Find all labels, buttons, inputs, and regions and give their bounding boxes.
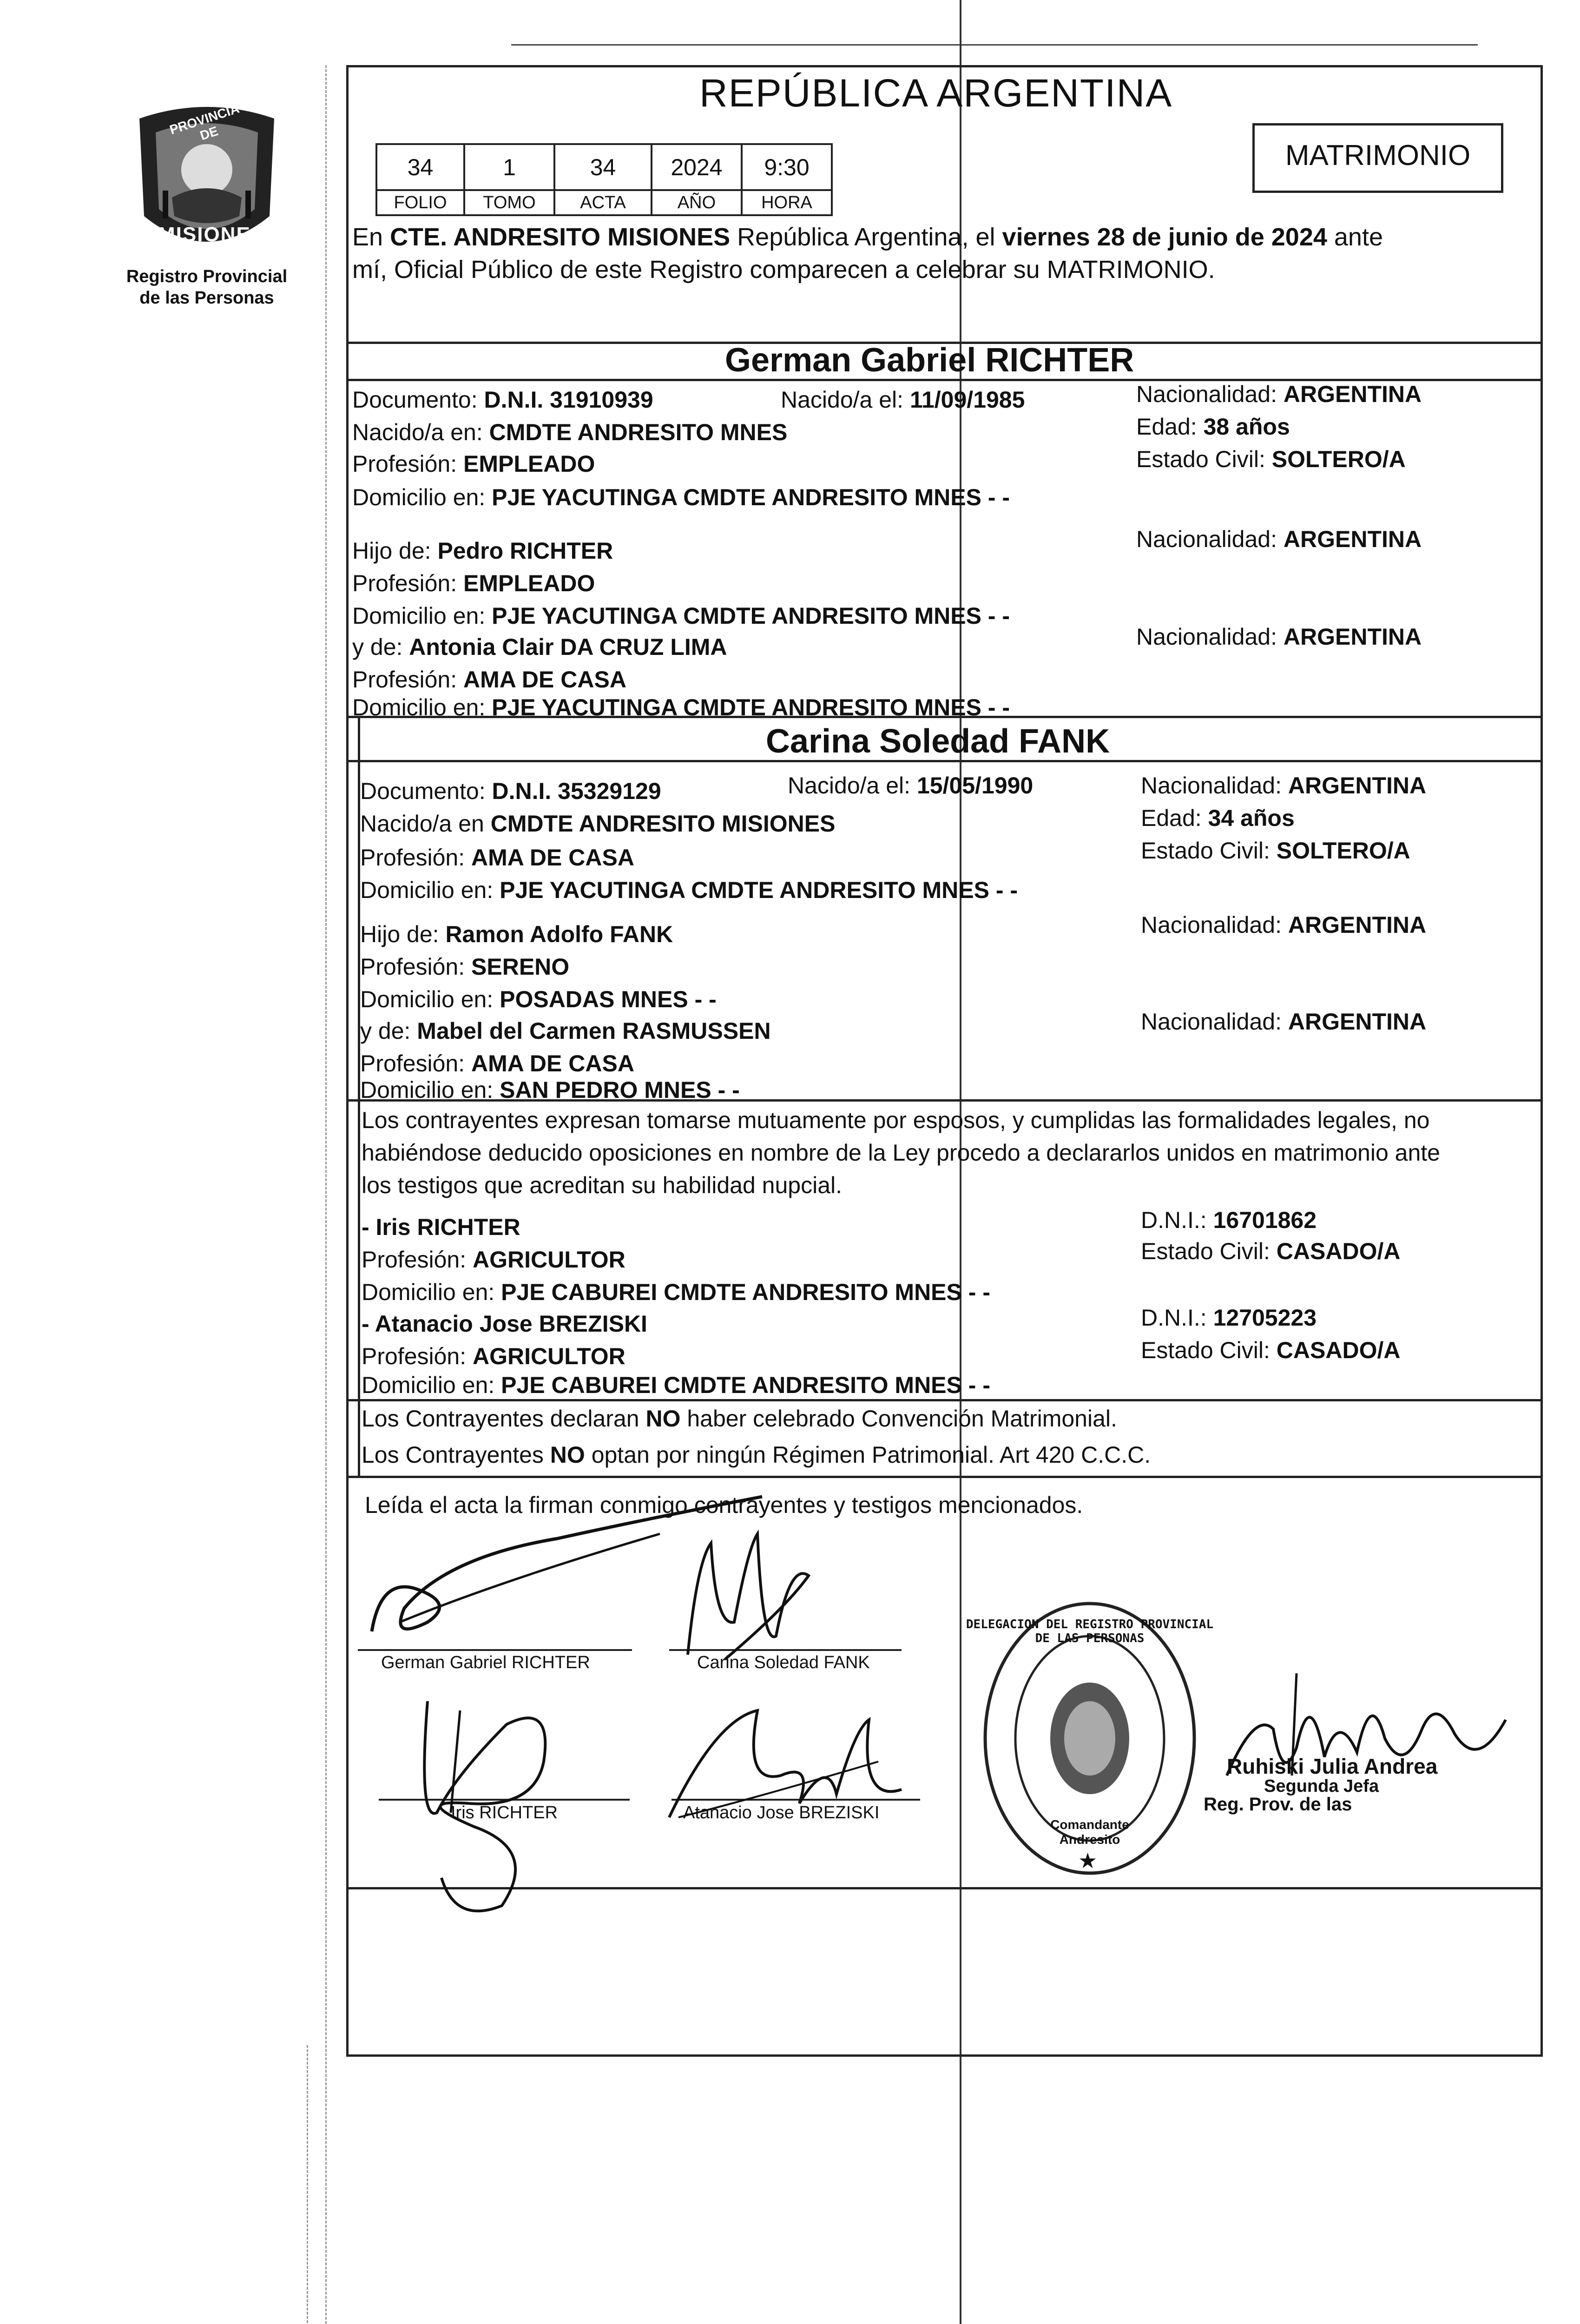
testigo1-name: - Iris RICHTER: [362, 1214, 520, 1240]
intro-place: CTE. ANDRESITO MISIONES: [390, 223, 731, 251]
c2-estado-civil-value: SOLTERO/A: [1276, 838, 1410, 864]
c2-nacionalidad: [1141, 772, 1426, 799]
c1-profesion-label: Profesión:: [352, 451, 464, 477]
c1-padre-domicilio-value: PJE YACUTINGA CMDTE ANDRESITO MNES - -: [492, 603, 1010, 629]
testigo2-profesion-label: Profesión:: [362, 1343, 473, 1369]
testigo1-estado-civil: [1141, 1237, 1400, 1265]
convencion1-suffix: haber celebrado Convención Matrimonial.: [680, 1406, 1117, 1432]
signature-atanacio-icon: [660, 1692, 911, 1831]
c2-padre-profesion-label: Profesión:: [360, 954, 472, 980]
testigo1-estado-civil-value: CASADO/A: [1276, 1238, 1401, 1264]
c2-padre-domicilio: [360, 985, 717, 1013]
c1-madre-name: Antonia Clair DA CRUZ LIMA: [409, 634, 727, 660]
page-title: REPÚBLICA ARGENTINA: [699, 71, 1173, 115]
testigo1-profesion: [362, 1246, 625, 1274]
intro-date: viernes 28 de junio de 2024: [1002, 223, 1327, 251]
c2-profesion-label: Profesión:: [360, 845, 472, 871]
tomo-label: TOMO: [464, 190, 554, 215]
c1-nacido-el-value: 11/09/1985: [909, 387, 1025, 413]
c1-padre-profesion: [352, 569, 595, 597]
intro-text1: República Argentina, el: [730, 223, 1002, 251]
signature-carina-icon: [669, 1506, 836, 1673]
hora-value: 9:30: [742, 144, 832, 190]
c1-madre-label: y de:: [352, 634, 409, 660]
c2-padre-nacionalidad-label: Nacionalidad:: [1141, 912, 1288, 938]
testigo2-estado-civil-value: CASADO/A: [1276, 1337, 1401, 1363]
c1-domicilio-value: PJE YACUTINGA CMDTE ANDRESITO MNES - -: [492, 484, 1010, 510]
oficial-cargo: Segunda Jefa: [1264, 1776, 1379, 1796]
declaracion-line-2: habiéndose deducido oposiciones en nombre de la Ley procedo a declararlos unidos en matrimonio ante: [362, 1140, 1440, 1166]
c2-madre: [360, 1017, 771, 1045]
c2-madre-nacionalidad-value: ARGENTINA: [1288, 1009, 1427, 1035]
c2-edad-label: Edad:: [1141, 805, 1208, 831]
testigo2-domicilio: [362, 1372, 990, 1398]
c1-madre-domicilio-value: PJE YACUTINGA CMDTE ANDRESITO MNES - -: [492, 694, 1010, 720]
c2-domicilio: [360, 876, 1018, 904]
registry-caption-1: Registro Provincial: [126, 267, 288, 286]
top-right-rule: [511, 44, 1478, 46]
c1-domicilio: [352, 483, 1010, 511]
c2-documento-label: Documento:: [360, 778, 492, 804]
c2-padre-profesion-value: SERENO: [471, 954, 570, 980]
c1-padre-domicilio: [352, 602, 1010, 630]
testigo1-estado-civil-label: Estado Civil:: [1141, 1238, 1277, 1264]
c2-madre-name: Mabel del Carmen RASMUSSEN: [417, 1018, 771, 1044]
c2-documento: [360, 777, 661, 805]
declaracion-line-3: los testigos que acreditan su habilidad nupcial.: [362, 1172, 843, 1198]
c2-profesion-value: AMA DE CASA: [471, 845, 634, 871]
c2-nacionalidad-label: Nacionalidad:: [1141, 772, 1288, 799]
convencion-line-2: [362, 1441, 1151, 1469]
rule-name2: [346, 760, 1543, 762]
c1-nacido-en-value: CMDTE ANDRESITO MNES: [489, 419, 788, 445]
intro-prefix: En: [352, 223, 390, 251]
testigo2-domicilio-label: Domicilio en:: [362, 1372, 501, 1398]
emblem-top-text: PROVINCIA DE: [168, 101, 241, 143]
c2-nacido-en-value: CMDTE ANDRESITO MISIONES: [490, 811, 836, 837]
testigo1-dni: [1141, 1206, 1317, 1234]
c2-madre-profesion-label: Profesión:: [360, 1050, 472, 1076]
testigo2-estado-civil-label: Estado Civil:: [1141, 1337, 1277, 1363]
c2-padre: [360, 920, 673, 948]
c1-edad-value: 38 años: [1203, 414, 1290, 440]
testigo1-dni-label: D.N.I.:: [1141, 1207, 1213, 1233]
testigo2-dni: [1141, 1304, 1317, 1332]
testigo1-profesion-label: Profesión:: [362, 1247, 473, 1273]
c1-nacionalidad-label: Nacionalidad:: [1136, 381, 1284, 407]
oficial-registro: Reg. Prov. de las: [1204, 1794, 1352, 1815]
c1-nacionalidad: [1136, 380, 1422, 408]
c1-documento-label: Documento:: [352, 387, 484, 413]
testigo1-dni-value: 16701862: [1213, 1207, 1317, 1233]
c2-nacido-en: [360, 810, 835, 838]
c1-estado-civil: [1136, 445, 1406, 473]
c1-nacido-el: [781, 386, 1025, 414]
rule-testigos-end: [346, 1399, 1543, 1401]
c2-domicilio-label: Domicilio en:: [360, 877, 500, 903]
acta-data-table: [375, 143, 833, 216]
c1-padre-profesion-value: EMPLEADO: [463, 570, 595, 596]
document-type: MATRIMONIO: [1285, 139, 1471, 172]
c1-madre-nacionalidad: [1136, 623, 1422, 651]
signature-iris-icon: [400, 1683, 586, 1924]
intro-line-2: mí, Oficial Público de este Registro comparecen a celebrar su MATRIMONIO.: [352, 256, 1215, 284]
c2-nacido-el: [788, 772, 1033, 799]
signature-caption-4: Atanacio Jose BREZISKI: [683, 1803, 880, 1822]
c1-madre-domicilio: [352, 694, 1010, 720]
folio-label: FOLIO: [376, 190, 464, 215]
testigo1-domicilio-value: PJE CABUREI CMDTE ANDRESITO MNES - -: [501, 1279, 990, 1305]
convencion1-prefix: Los Contrayentes declaran: [362, 1406, 646, 1432]
intro-line-1: [352, 222, 1383, 252]
acta-label: ACTA: [554, 190, 652, 215]
c1-madre-profesion-value: AMA DE CASA: [463, 667, 626, 693]
c1-edad: [1136, 413, 1290, 441]
c2-madre-profesion-value: AMA DE CASA: [471, 1050, 634, 1076]
testigo2-estado-civil: [1141, 1336, 1400, 1364]
c2-padre-profesion: [360, 953, 569, 981]
firmas-intro: Leída el acta la firman conmigo contrayentes y testigos mencionados.: [365, 1492, 1083, 1518]
rule-convenciones-end: [346, 1476, 1543, 1478]
contrayente1-name: German Gabriel RICHTER: [725, 342, 1134, 379]
c2-nacido-el-value: 15/05/1990: [916, 772, 1034, 799]
c2-nacionalidad-value: ARGENTINA: [1288, 772, 1427, 799]
declaracion-line-1: Los contrayentes expresan tomarse mutuamente por esposos, y cumplidas las formalidades legales, no: [362, 1107, 1430, 1133]
signature-caption-2: Carina Soledad FANK: [697, 1653, 870, 1672]
convencion2-bold: NO: [550, 1442, 585, 1468]
seal-ring-text: DELEGACION DEL REGISTRO PROVINCIAL DE LAS PERSONAS: [966, 1618, 1214, 1645]
testigo1-domicilio: [362, 1278, 990, 1306]
c2-profesion: [360, 844, 634, 872]
convencion2-suffix: optan por ningún Régimen Patrimonial. Art 420 C.C.C.: [585, 1442, 1151, 1468]
tomo-value: 1: [464, 144, 554, 190]
intro-text2: ante: [1327, 223, 1383, 251]
c2-madre-nacionalidad-label: Nacionalidad:: [1141, 1009, 1288, 1035]
c1-padre-nacionalidad-value: ARGENTINA: [1283, 526, 1422, 552]
c1-padre-name: Pedro RICHTER: [437, 538, 613, 564]
c2-padre-name: Ramon Adolfo FANK: [445, 921, 673, 947]
c2-madre-domicilio: [360, 1077, 740, 1103]
c1-madre-profesion: [352, 666, 626, 693]
folio-value: 34: [376, 144, 464, 190]
contrayente2-name: Carina Soledad FANK: [766, 723, 1110, 760]
c1-edad-label: Edad:: [1136, 414, 1204, 440]
seal-inner-text: Comandante Andresito: [1050, 1817, 1129, 1847]
c1-nacionalidad-value: ARGENTINA: [1283, 381, 1422, 407]
c2-padre-nacionalidad: [1141, 911, 1426, 939]
official-seal: [966, 1599, 1214, 1878]
c1-documento: [352, 386, 653, 414]
oficial-name: Ruhiski Julia Andrea: [1227, 1754, 1438, 1778]
c2-padre-label: Hijo de:: [360, 921, 446, 947]
c1-estado-civil-value: SOLTERO/A: [1271, 446, 1406, 472]
registry-emblem: [130, 100, 283, 258]
c2-madre-domicilio-value: SAN PEDRO MNES - -: [500, 1077, 740, 1103]
c1-padre-label: Hijo de:: [352, 538, 438, 564]
c2-padre-domicilio-label: Domicilio en:: [360, 986, 500, 1012]
c2-madre-nacionalidad: [1141, 1008, 1426, 1036]
c2-estado-civil-label: Estado Civil:: [1141, 838, 1277, 864]
c1-padre-profesion-label: Profesión:: [352, 570, 464, 596]
testigo1-domicilio-label: Domicilio en:: [362, 1279, 501, 1305]
testigo2-domicilio-value: PJE CABUREI CMDTE ANDRESITO MNES - -: [501, 1372, 990, 1398]
signature-caption-3: Iris RICHTER: [451, 1803, 558, 1822]
c1-nacido-en-label: Nacido/a en:: [352, 419, 489, 445]
c1-madre: [352, 633, 727, 661]
c1-estado-civil-label: Estado Civil:: [1136, 446, 1272, 472]
c1-madre-domicilio-label: Domicilio en:: [352, 694, 492, 720]
c2-edad: [1141, 804, 1295, 832]
c1-madre-nacionalidad-value: ARGENTINA: [1283, 624, 1422, 650]
c2-padre-nacionalidad-value: ARGENTINA: [1288, 912, 1427, 938]
testigo2-profesion: [362, 1342, 625, 1370]
c2-documento-value: D.N.I. 35329129: [492, 778, 661, 804]
c2-nacido-el-label: Nacido/a el:: [788, 772, 917, 799]
c1-padre-domicilio-label: Domicilio en:: [352, 603, 492, 629]
c2-madre-domicilio-label: Domicilio en:: [360, 1077, 500, 1103]
c1-nacido-el-label: Nacido/a el:: [781, 387, 910, 413]
testigo2-dni-value: 12705223: [1213, 1305, 1317, 1331]
signature-caption-1: German Gabriel RICHTER: [381, 1653, 590, 1672]
c1-profesion-value: EMPLEADO: [463, 451, 595, 477]
left-margin-guide: [325, 65, 327, 2324]
c1-documento-value: D.N.I. 31910939: [484, 387, 653, 413]
anio-label: AÑO: [652, 190, 742, 215]
hora-label: HORA: [742, 190, 832, 215]
emblem-bottom-text: MISIONES: [158, 223, 266, 246]
testigo2-name: - Atanacio Jose BREZISKI: [362, 1311, 647, 1337]
c1-padre-nacionalidad: [1136, 525, 1422, 553]
anio-value: 2024: [652, 144, 742, 190]
testigo2-dni-label: D.N.I.:: [1141, 1305, 1213, 1331]
c1-madre-profesion-label: Profesión:: [352, 667, 464, 693]
c1-profesion: [352, 450, 595, 478]
c1-padre: [352, 537, 613, 565]
c1-nacido-en: [352, 418, 787, 446]
c1-domicilio-label: Domicilio en:: [352, 484, 492, 510]
left-margin-guide-2: [307, 2045, 308, 2324]
c2-edad-value: 34 años: [1208, 805, 1295, 831]
c2-madre-label: y de:: [360, 1018, 417, 1044]
c1-madre-nacionalidad-label: Nacionalidad:: [1136, 624, 1284, 650]
c2-estado-civil: [1141, 837, 1410, 865]
convencion2-prefix: Los Contrayentes: [362, 1442, 550, 1468]
c2-madre-profesion: [360, 1050, 634, 1077]
convencion1-bold: NO: [645, 1406, 681, 1432]
convencion-line-1: [362, 1405, 1117, 1433]
testigo1-profesion-value: AGRICULTOR: [473, 1247, 625, 1273]
acta-value: 34: [554, 144, 652, 190]
c1-padre-nacionalidad-label: Nacionalidad:: [1136, 526, 1284, 552]
c2-domicilio-value: PJE YACUTINGA CMDTE ANDRESITO MNES - -: [500, 877, 1018, 903]
testigo2-profesion-value: AGRICULTOR: [473, 1343, 625, 1369]
c2-nacido-en-label: Nacido/a en: [360, 811, 491, 837]
registry-caption-2: de las Personas: [139, 288, 274, 308]
seal-star-icon: ★: [1078, 1849, 1098, 1873]
c2-padre-domicilio-value: POSADAS MNES - -: [500, 986, 717, 1012]
